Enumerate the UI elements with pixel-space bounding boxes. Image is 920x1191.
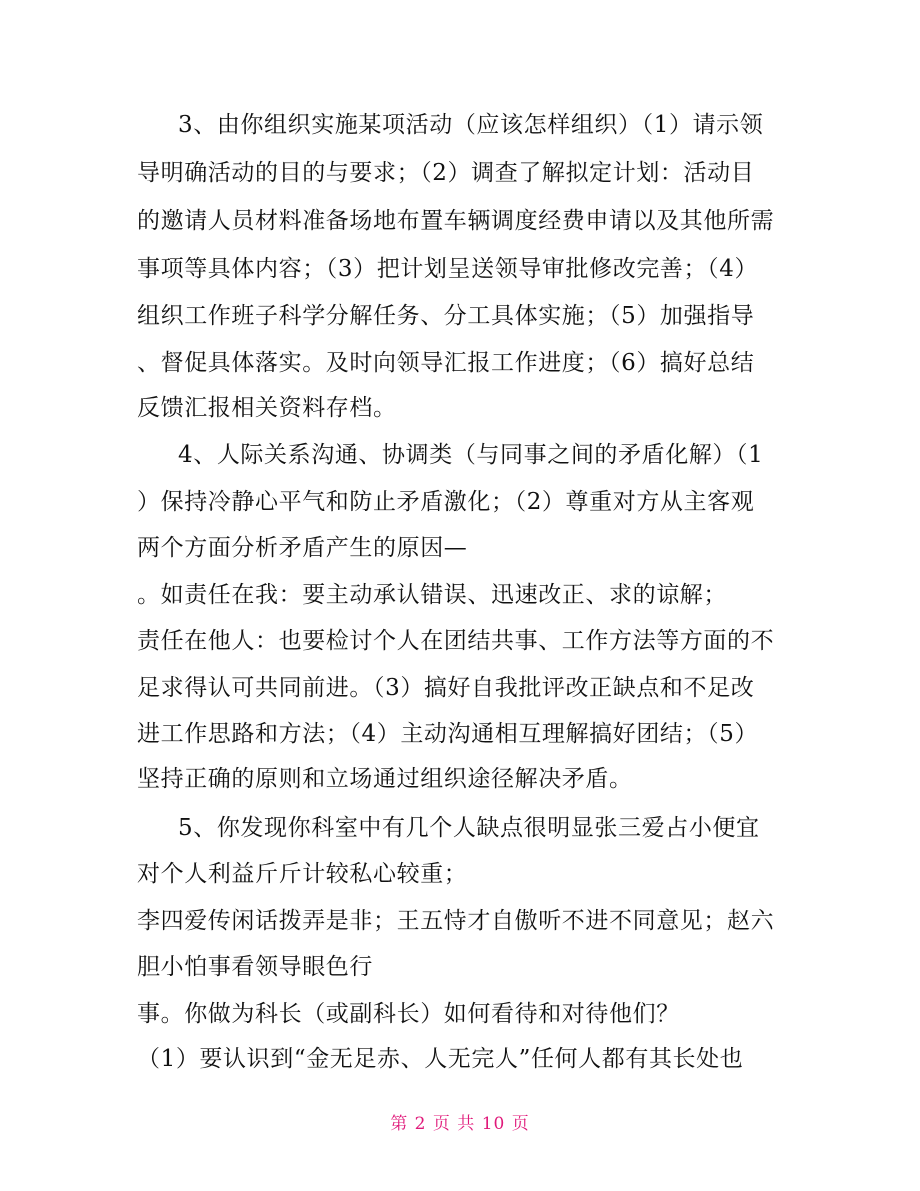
text-line: 李四爱传闲话拨弄是非；王五恃才自傲听不进不同意见；赵六	[137, 908, 775, 934]
text-line: 事。你做为科长（或副科长）如何看待和对待他们？	[137, 1001, 680, 1027]
text-line: 坚持正确的原则和立场通过组织途径解决矛盾。	[137, 766, 633, 792]
text-line: 组织工作班子科学分解任务、分工具体实施；（5）加强指导	[137, 303, 755, 329]
text-line: 5、你发现你科室中有几个人缺点很明显张三爱占小便宜	[178, 815, 760, 841]
text-line: 责任在他人：也要检讨个人在团结共事、工作方法等方面的不	[137, 628, 775, 654]
text-line: 进工作思路和方法；（4）主动沟通相互理解搞好团结；（5）	[137, 721, 759, 747]
page-number-footer: 第 2 页 共 10 页	[390, 1114, 530, 1134]
text-line: 导明确活动的目的与要求；（2）调查了解拟定计划：活动目	[137, 160, 755, 186]
text-line: 、督促具体落实。及时向领导汇报工作进度；（6）搞好总结	[137, 350, 755, 376]
text-line: 反馈汇报相关资料存档。	[137, 395, 397, 421]
text-line: 4、人际关系沟通、协调类（与同事之间的矛盾化解）（1	[178, 442, 764, 468]
text-line: （1）要认识到“金无足赤、人无完人”任何人都有其长处也	[137, 1046, 744, 1072]
text-line: 。如责任在我：要主动承认错误、迅速改正、求的谅解；	[137, 582, 727, 608]
text-line: ）保持冷静心平气和防止矛盾激化；（2）尊重对方从主客观	[137, 489, 755, 515]
text-line: 两个方面分析矛盾产生的原因—	[137, 535, 468, 561]
text-line: 胆小怕事看领导眼色行	[137, 954, 373, 980]
text-line: 的邀请人员材料准备场地布置车辆调度经费申请以及其他所需	[137, 208, 775, 234]
text-line: 对个人利益斤斤计较私心较重；	[137, 861, 468, 887]
text-line: 足求得认可共同前进。（3）搞好自我批评改正缺点和不足改	[137, 675, 755, 701]
text-line: 3、由你组织实施某项活动（应该怎样组织）（1）请示领	[178, 112, 764, 138]
text-line: 事项等具体内容；（3）把计划呈送领导审批修改完善；（4）	[137, 256, 759, 282]
